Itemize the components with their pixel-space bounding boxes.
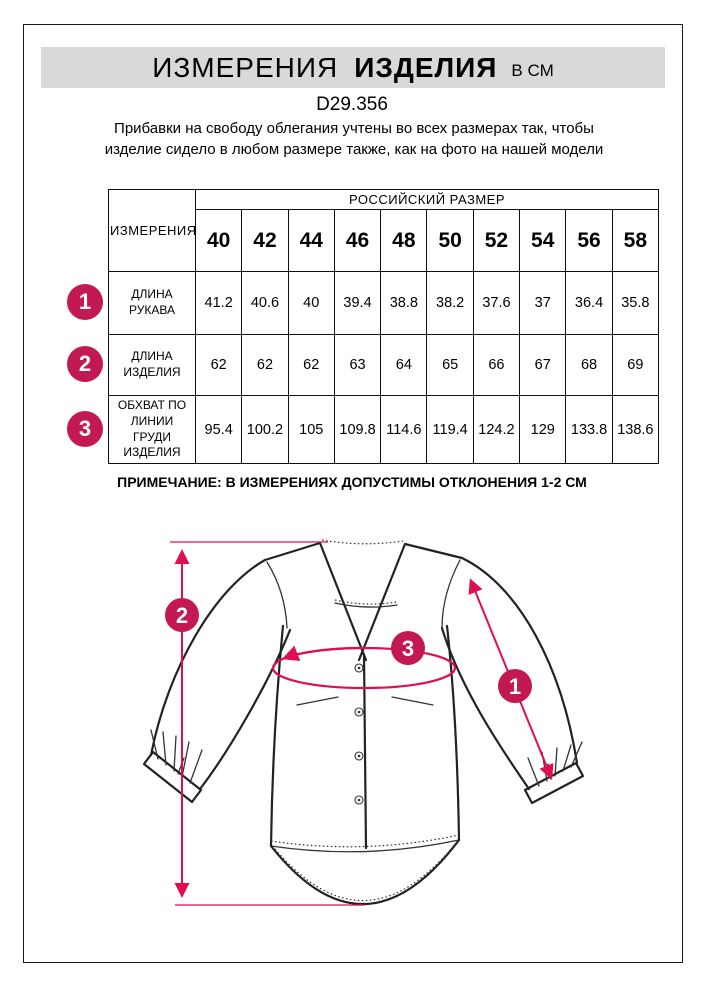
measurement-value: 105 — [288, 396, 334, 464]
measurement-value: 129 — [520, 396, 566, 464]
marker-3-badge — [391, 631, 425, 665]
measurement-value: 40.6 — [242, 272, 288, 335]
size-column-header: 48 — [381, 210, 427, 272]
measurement-value: 114.6 — [381, 396, 427, 464]
measurement-row — [109, 335, 659, 396]
measurement-row — [109, 272, 659, 335]
left-pocket-line — [297, 697, 338, 705]
left-armscye-seam — [267, 562, 287, 628]
measurement-value: 133.8 — [566, 396, 612, 464]
measurement-value: 62 — [242, 335, 288, 396]
size-column-header: 50 — [427, 210, 473, 272]
marker-2-number: 2 — [175, 603, 189, 628]
measurement-value: 37 — [520, 272, 566, 335]
measurement-value: 69 — [612, 335, 658, 396]
measurement-value: 95.4 — [196, 396, 242, 464]
measurement-value: 64 — [381, 335, 427, 396]
buttons — [355, 664, 363, 804]
row-number-badge: 1 — [67, 284, 103, 320]
measurement-value: 38.8 — [381, 272, 427, 335]
measurement-value: 41.2 — [196, 272, 242, 335]
marker-1-number: 1 — [508, 674, 522, 699]
fit-description: Прибавки на свободу облегания учтены во всех размерах так, чтобы изделие сидело в любом размере также, как на фото на нашей модели — [104, 120, 604, 158]
measurement-label: ОБХВАТ ПО ЛИНИИ ГРУДИ ИЗДЕЛИЯ — [109, 396, 196, 464]
measurement-value: 67 — [520, 335, 566, 396]
row-number-badge: 3 — [67, 411, 103, 447]
garment-diagram — [130, 518, 610, 918]
measurement-value: 68 — [566, 335, 612, 396]
marker-1-badge — [498, 669, 532, 703]
size-column-header: 46 — [334, 210, 380, 272]
article-number: D29.356 — [316, 94, 388, 115]
page-title-bold: ИЗДЕЛИЯ — [354, 51, 498, 83]
page-title-units: В СМ — [511, 60, 554, 80]
size-column-header: 44 — [288, 210, 334, 272]
right-pocket-line — [392, 697, 433, 705]
marker-3-number: 3 — [401, 636, 415, 661]
size-group-header: РОССИЙСКИЙ РАЗМЕР — [196, 190, 659, 210]
measurement-value: 119.4 — [427, 396, 473, 464]
measurement-value: 39.4 — [334, 272, 380, 335]
measurement-value: 40 — [288, 272, 334, 335]
size-column-header: 42 — [242, 210, 288, 272]
size-table — [108, 189, 659, 464]
front-placket-line — [364, 655, 366, 848]
page-title: ИЗМЕРЕНИЯ — [152, 51, 339, 83]
measurement-value: 37.6 — [473, 272, 519, 335]
measurement-value: 109.8 — [334, 396, 380, 464]
size-column-header: 52 — [473, 210, 519, 272]
measurement-value: 62 — [288, 335, 334, 396]
measurement-value: 62 — [196, 335, 242, 396]
measurement-value: 66 — [473, 335, 519, 396]
measurement-value: 65 — [427, 335, 473, 396]
size-table-body — [109, 272, 659, 464]
left-shoulder-line — [265, 543, 320, 560]
size-column-header: 40 — [196, 210, 242, 272]
measurement-value: 36.4 — [566, 272, 612, 335]
right-shoulder-line — [405, 544, 462, 558]
size-column-header: 58 — [612, 210, 658, 272]
measurement-value: 35.8 — [612, 272, 658, 335]
size-column-header: 54 — [520, 210, 566, 272]
measurements-corner-label: ИЗМЕРЕНИЯ — [109, 190, 196, 272]
measurement-value: 138.6 — [612, 396, 658, 464]
right-armscye-seam — [442, 560, 460, 628]
measurement-value: 100.2 — [242, 396, 288, 464]
tolerance-note: ПРИМЕЧАНИЕ: В ИЗМЕРЕНИЯХ ДОПУСТИМЫ ОТКЛОНЕНИЯ 1-2 СМ — [117, 474, 587, 490]
size-group-row — [109, 190, 659, 210]
row-number-badge: 2 — [67, 346, 103, 382]
size-table-wrap — [108, 189, 659, 464]
measurement-label: ДЛИНА ИЗДЕЛИЯ — [109, 335, 196, 396]
right-cuff — [525, 763, 583, 803]
marker-2-badge — [165, 598, 199, 632]
title-bar — [41, 47, 665, 88]
blouse-sketch — [144, 540, 583, 904]
measurement-value: 63 — [334, 335, 380, 396]
measurement-value: 124.2 — [473, 396, 519, 464]
left-sleeve-outer — [151, 560, 265, 755]
measurement-value: 38.2 — [427, 272, 473, 335]
right-sleeve-outer — [462, 558, 577, 763]
size-column-header: 56 — [566, 210, 612, 272]
chest-arrow — [285, 648, 364, 658]
measurement-row — [109, 396, 659, 464]
back-neck-stitch — [322, 540, 403, 544]
measurement-label: ДЛИНА РУКАВА — [109, 272, 196, 335]
